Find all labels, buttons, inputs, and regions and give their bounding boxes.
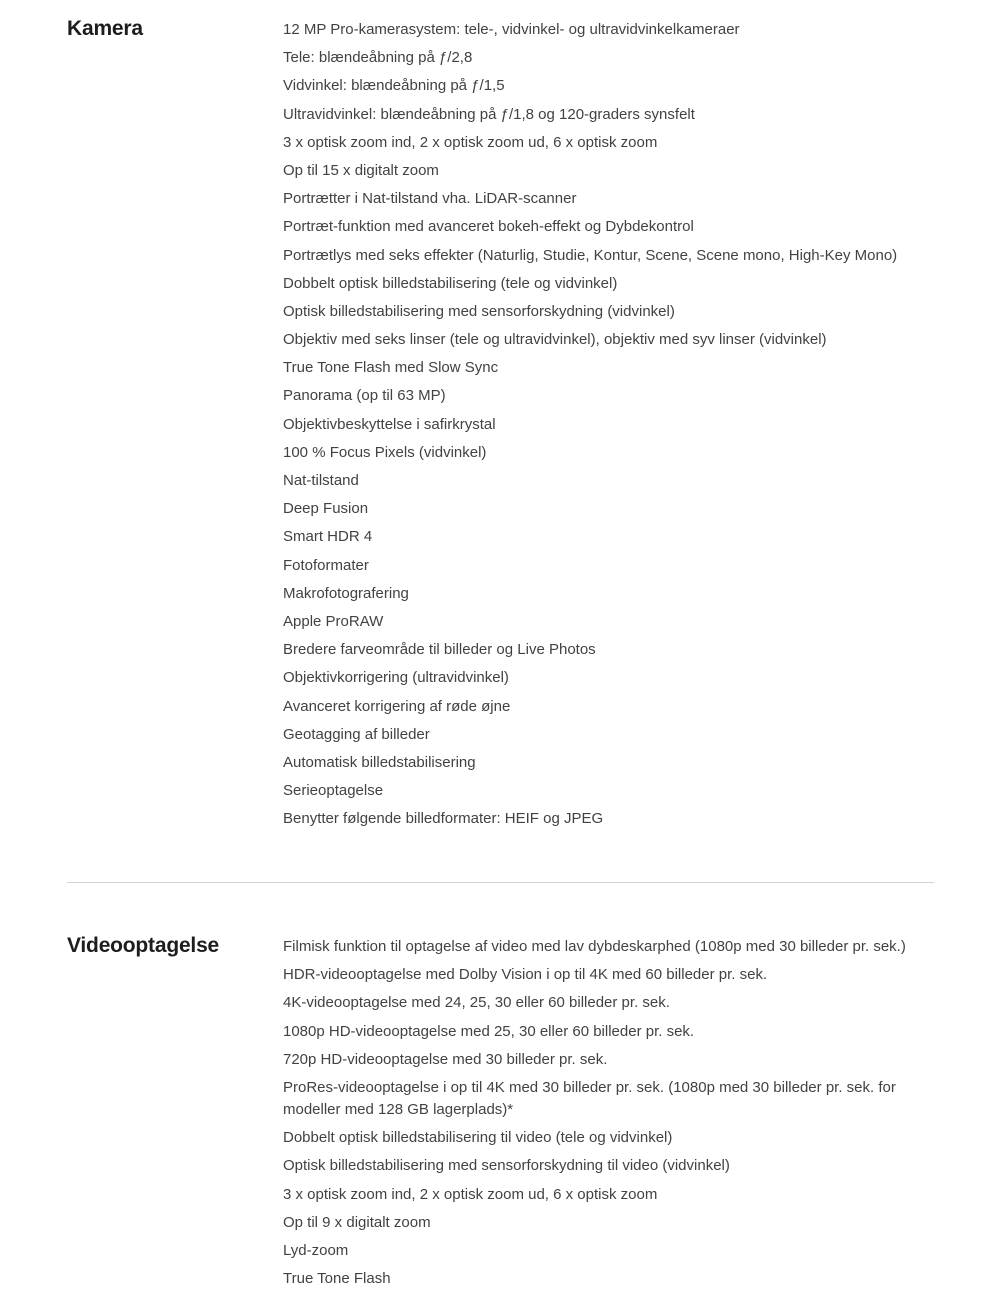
spec-list-item: Nat-tilstand — [283, 472, 359, 489]
spec-list-item: Objektiv med seks linser (tele og ultravidvinkel), objektiv med syv linser (vidvinkel) — [283, 331, 827, 349]
spec-list-item: Lyd-zoom — [283, 1241, 349, 1259]
spec-list-item: ProRes-videooptagelse i op til 4K med 30 billeder pr. sek. (1080p med 30 billeder pr. sek. for modeller med 128 GB lagerplads)* — [283, 1078, 896, 1118]
spec-list-item: Vidvinkel: blændeåbning på ƒ/1,5 — [283, 77, 505, 95]
spec-list-item: True Tone Flash — [283, 1270, 391, 1288]
spec-list-item: 3 x optisk zoom ind, 2 x optisk zoom ud, 6 x optisk zoom — [283, 1185, 658, 1203]
video-spec-list — [283, 936, 933, 1296]
spec-list-item: Bredere farveområde til billeder og Live Photos — [283, 641, 596, 659]
camera-section-title: Kamera — [67, 17, 143, 40]
spec-list-item: Deep Fusion — [283, 500, 369, 518]
spec-list-item: Filmisk funktion til optagelse af video med lav dybdeskarphed (1080p med 30 billeder pr. sek.) — [283, 938, 906, 955]
spec-list-item: Op til 9 x digitalt zoom — [283, 1213, 431, 1231]
spec-list-item: Geotagging af billeder — [283, 725, 430, 743]
spec-list-item: Optisk billedstabilisering med sensorforskydning (vidvinkel) — [283, 302, 675, 320]
spec-list-item: HDR-videooptagelse med Dolby Vision i op til 4K med 60 billeder pr. sek. — [283, 966, 768, 984]
video-section-title: Videooptagelse — [67, 934, 220, 957]
spec-list-item: 1080p HD-videooptagelse med 25, 30 eller 60 billeder pr. sek. — [283, 1022, 695, 1040]
spec-list-item: Automatisk billedstabilisering — [283, 753, 476, 771]
spec-list-item: Ultravidvinkel: blændeåbning på ƒ/1,8 og 120-graders synsfelt — [283, 105, 695, 123]
camera-spec-list — [283, 19, 933, 836]
spec-list-item: 4K-videooptagelse med 24, 25, 30 eller 60 billeder pr. sek. — [283, 994, 670, 1012]
spec-list-item: Panorama (op til 63 MP) — [283, 387, 446, 405]
spec-list-item: Portrætter i Nat-tilstand vha. LiDAR-scanner — [283, 190, 577, 208]
spec-list-item: Objektivkorrigering (ultravidvinkel) — [283, 669, 509, 687]
spec-list-item: Benytter følgende billedformater: HEIF og JPEG — [283, 810, 604, 828]
spec-list-item: Dobbelt optisk billedstabilisering (tele og vidvinkel) — [283, 274, 618, 292]
spec-list-item: 3 x optisk zoom ind, 2 x optisk zoom ud, 6 x optisk zoom — [283, 133, 658, 151]
section-divider — [67, 882, 934, 883]
spec-list-item: 12 MP Pro-kamerasystem: tele-, vidvinkel- og ultravidvinkelkameraer — [283, 21, 740, 38]
spec-list-item: Smart HDR 4 — [283, 528, 373, 546]
spec-list-item: 100 % Focus Pixels (vidvinkel) — [283, 443, 487, 461]
spec-list-item: Objektivbeskyttelse i safirkrystal — [283, 415, 496, 433]
spec-list-item: Tele: blændeåbning på ƒ/2,8 — [283, 49, 473, 67]
spec-list-item: 720p HD-videooptagelse med 30 billeder pr. sek. — [283, 1050, 608, 1068]
spec-list-item: Portrætlys med seks effekter (Naturlig, Studie, Kontur, Scene, Scene mono, High-Key Mono) — [283, 246, 898, 264]
spec-list-item: Apple ProRAW — [283, 612, 384, 630]
spec-list-item: Avanceret korrigering af røde øjne — [283, 697, 511, 715]
spec-list-item: Portræt-funktion med avanceret bokeh-effekt og Dybdekontrol — [283, 218, 694, 236]
spec-list-item: Dobbelt optisk billedstabilisering til video (tele og vidvinkel) — [283, 1129, 673, 1147]
spec-list-item: True Tone Flash med Slow Sync — [283, 359, 499, 377]
spec-list-item: Serieoptagelse — [283, 782, 384, 800]
spec-list-item: Optisk billedstabilisering med sensorforskydning til video (vidvinkel) — [283, 1157, 730, 1175]
spec-list-item: Op til 15 x digitalt zoom — [283, 161, 439, 179]
spec-list-item: Fotoformater — [283, 556, 369, 574]
spec-list-item: Makrofotografering — [283, 584, 409, 602]
